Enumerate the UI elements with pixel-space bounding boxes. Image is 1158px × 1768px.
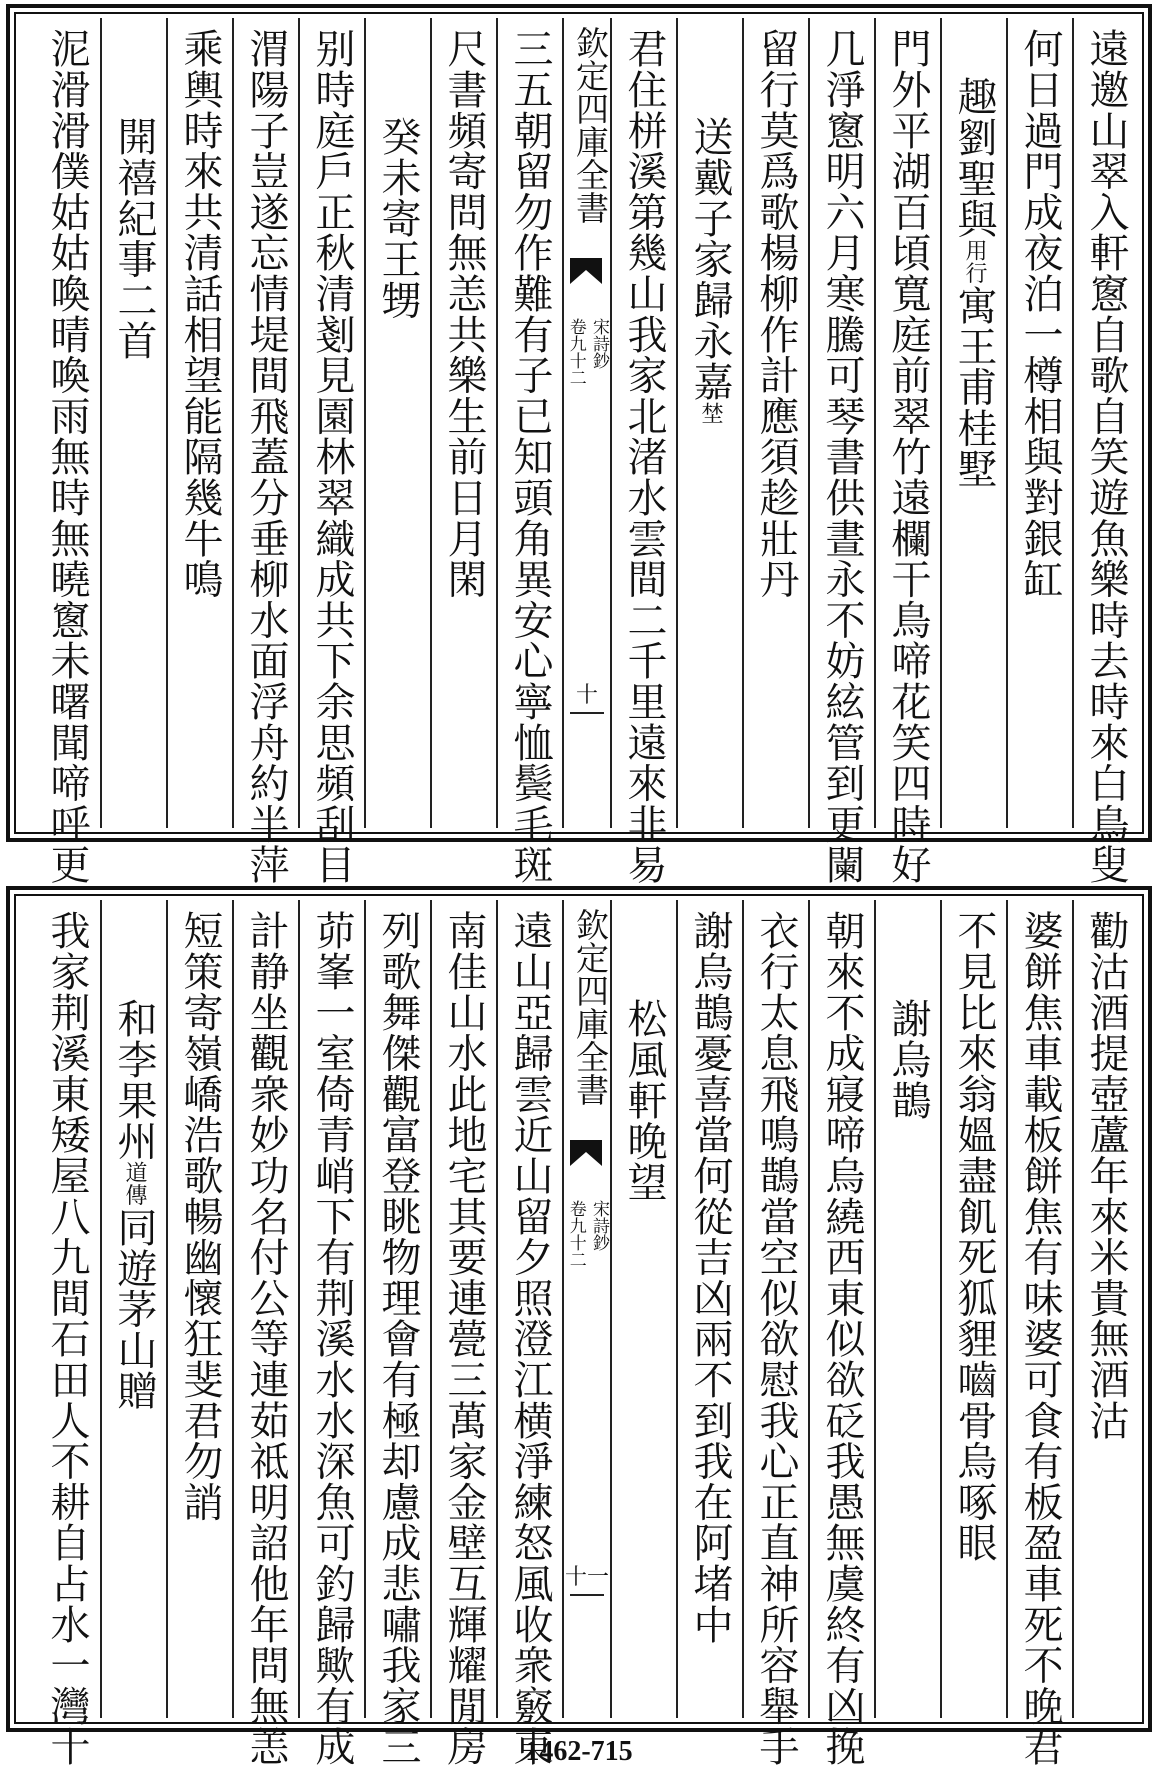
column-text	[441, 18, 487, 828]
column-text	[243, 900, 289, 1767]
interlinear-note: 埜	[698, 401, 723, 425]
column-continuation-text: 同遊茅山贈	[111, 1206, 157, 1411]
text-column	[1006, 900, 1072, 1767]
book-title: 宋詩鈔	[589, 318, 609, 369]
column-text	[177, 18, 223, 828]
column-main-text: 何日過門成夜泊一樽相與對銀缸	[1017, 28, 1063, 600]
text-column	[166, 900, 232, 1718]
column-main-text: 不見比來翁媼盡飢死狐貍嚙骨烏啄眼	[951, 910, 997, 1563]
folio-number: 十	[575, 683, 598, 708]
folio-number: 十一	[564, 1565, 609, 1590]
column-main-text: 門外平湖百頃寬庭前翠竹遠欄干鳥啼花笑四時好	[885, 28, 931, 885]
column-text	[111, 900, 157, 1718]
column-text	[819, 18, 865, 885]
folio-rule	[570, 1594, 604, 1596]
column-text	[753, 18, 799, 828]
column-main-text: 列歌舞傑觀富登眺物理會有極却慮成悲嘯我家三	[375, 910, 421, 1767]
column-main-text: 開禧紀事二首	[111, 116, 157, 361]
column-text	[111, 18, 157, 828]
column-text	[375, 900, 421, 1767]
column-main-text: 和李果州	[111, 998, 157, 1162]
volume-number: 卷九十二	[565, 318, 586, 386]
text-column	[496, 18, 562, 885]
column-text	[951, 18, 997, 828]
top-page-frame	[6, 4, 1152, 885]
column-text	[1017, 18, 1063, 828]
text-column	[298, 900, 364, 1767]
text-column	[34, 18, 100, 885]
column-text	[885, 18, 931, 885]
column-main-text: 謝烏鵲	[885, 998, 931, 1121]
text-column	[430, 18, 496, 828]
fish-tail-mark-icon	[570, 258, 602, 284]
column-text	[621, 18, 667, 885]
text-column	[100, 900, 166, 1718]
column-text	[441, 900, 487, 1767]
text-column	[232, 900, 298, 1767]
text-column	[232, 18, 298, 885]
column-main-text: 茆峯一室倚青峭下有荆溪水水深魚可釣歸歟有成	[309, 910, 355, 1767]
column-main-text: 謝烏鵲憂喜當何從吉凶兩不到我在阿堵中	[687, 910, 733, 1645]
column-main-text: 松風軒晚望	[621, 998, 667, 1202]
fish-tail-mark-icon	[570, 1140, 602, 1166]
text-column	[1072, 900, 1138, 1718]
column-main-text: 尺書頻寄問無恙共樂生前日月閑	[441, 28, 487, 600]
column-main-text: 趣劉聖與	[951, 76, 997, 240]
column-main-text: 朝來不成寢啼烏繞西東似欲砭我愚無虞終有凶挽	[819, 910, 865, 1767]
column-main-text: 几淨窻明六月寒騰可琴書供晝永不妨絃管到更闌	[819, 28, 865, 885]
column-main-text: 君住栟溪第幾山我家北渚水雲間二千里遠來非易	[621, 28, 667, 885]
column-main-text: 癸未寄王甥	[375, 116, 421, 320]
top-page-columns	[20, 18, 1138, 885]
text-column	[676, 18, 742, 828]
column-text	[243, 18, 289, 885]
column-main-text: 南佳山水此地宅其要連甍三萬家金壁互輝耀閒房	[441, 910, 487, 1767]
column-main-text: 渭陽子豈遂忘情堤間飛蓋分垂柳水面浮舟約半萍	[243, 28, 289, 885]
column-text	[44, 18, 90, 885]
center-title: 欽定四庫全書	[571, 26, 610, 224]
column-text	[375, 18, 421, 828]
text-column	[610, 900, 676, 1718]
column-text	[309, 900, 355, 1767]
column-text	[507, 18, 553, 885]
column-text	[687, 900, 733, 1718]
page-code: 1462-715	[525, 1736, 633, 1767]
text-column	[364, 18, 430, 828]
column-main-text: 送戴子家歸永嘉	[687, 116, 733, 402]
text-column	[676, 900, 742, 1718]
column-text	[1017, 900, 1063, 1767]
text-column	[742, 18, 808, 828]
column-text	[177, 900, 223, 1718]
column-text	[621, 900, 667, 1718]
column-text	[507, 900, 553, 1767]
column-main-text: 遠邀山翠入軒窻自歌自笑遊魚樂時去時來白鳥叟	[1083, 28, 1129, 885]
column-text	[753, 900, 799, 1767]
text-column	[496, 900, 562, 1767]
volume-number: 卷九十二	[565, 1200, 586, 1268]
column-text	[885, 900, 931, 1718]
text-column	[100, 18, 166, 828]
column-main-text: 短策寄嶺嶠浩歌暢幽懷狂斐君勿誚	[177, 910, 223, 1522]
column-main-text: 泥滑滑僕姑姑喚晴喚雨無時無曉窻未曙聞啼呼更	[44, 28, 90, 885]
text-column	[742, 900, 808, 1767]
text-column	[1072, 18, 1138, 885]
text-column	[940, 18, 1006, 828]
column-main-text: 留行莫爲歌楊柳作計應須趁壯丹	[753, 28, 799, 600]
interlinear-note: 道傳	[122, 1161, 147, 1207]
column-text	[1083, 900, 1129, 1718]
text-column	[430, 900, 496, 1767]
column-text	[819, 900, 865, 1767]
text-column	[874, 18, 940, 885]
center-fold-column	[562, 18, 610, 828]
column-text	[44, 900, 90, 1767]
center-title: 欽定四庫全書	[571, 908, 610, 1106]
text-column	[808, 18, 874, 885]
text-column	[364, 900, 430, 1767]
column-continuation-text: 寓王甫桂墅	[951, 284, 997, 489]
column-text	[1083, 18, 1129, 885]
text-column	[34, 900, 100, 1767]
book-title: 宋詩鈔	[589, 1200, 609, 1251]
column-main-text: 三五朝留勿作難有子已知頭角異安心寧恤鬓毛斑	[507, 28, 553, 885]
column-main-text: 勸沽酒提壺蘆年來米貴無酒沽	[1083, 910, 1129, 1441]
text-column	[298, 18, 364, 885]
text-column	[166, 18, 232, 828]
text-column	[610, 18, 676, 885]
text-column	[808, 900, 874, 1767]
column-main-text: 計静坐觀衆妙功名付公等連茹祗明詔他年問無恙	[243, 910, 289, 1767]
column-text	[951, 900, 997, 1718]
center-fold-column	[562, 900, 610, 1718]
column-main-text: 婆餅焦車載板餅焦有味婆可食有板盈車死不晚君	[1017, 910, 1063, 1767]
column-text	[687, 18, 733, 828]
column-main-text: 我家荆溪東矮屋八九間石田人不耕自占水一灣十	[44, 910, 90, 1767]
interlinear-note: 用行	[962, 239, 987, 285]
column-main-text: 乘輿時來共清話相望能隔幾牛鳴	[177, 28, 223, 600]
text-column	[874, 900, 940, 1718]
column-main-text: 衣行太息飛鳴鵲當空似欲慰我心正直神所容舉手	[753, 910, 799, 1767]
text-column	[940, 900, 1006, 1718]
column-main-text: 别時庭戶正秋清剗見園林翠織成共下余思頻刮目	[309, 28, 355, 885]
folio-rule	[570, 712, 604, 714]
column-main-text: 遠山亞歸雲近山留夕照澄江横淨練怒風收衆竅東	[507, 910, 553, 1767]
text-column	[1006, 18, 1072, 828]
column-text	[309, 18, 355, 885]
